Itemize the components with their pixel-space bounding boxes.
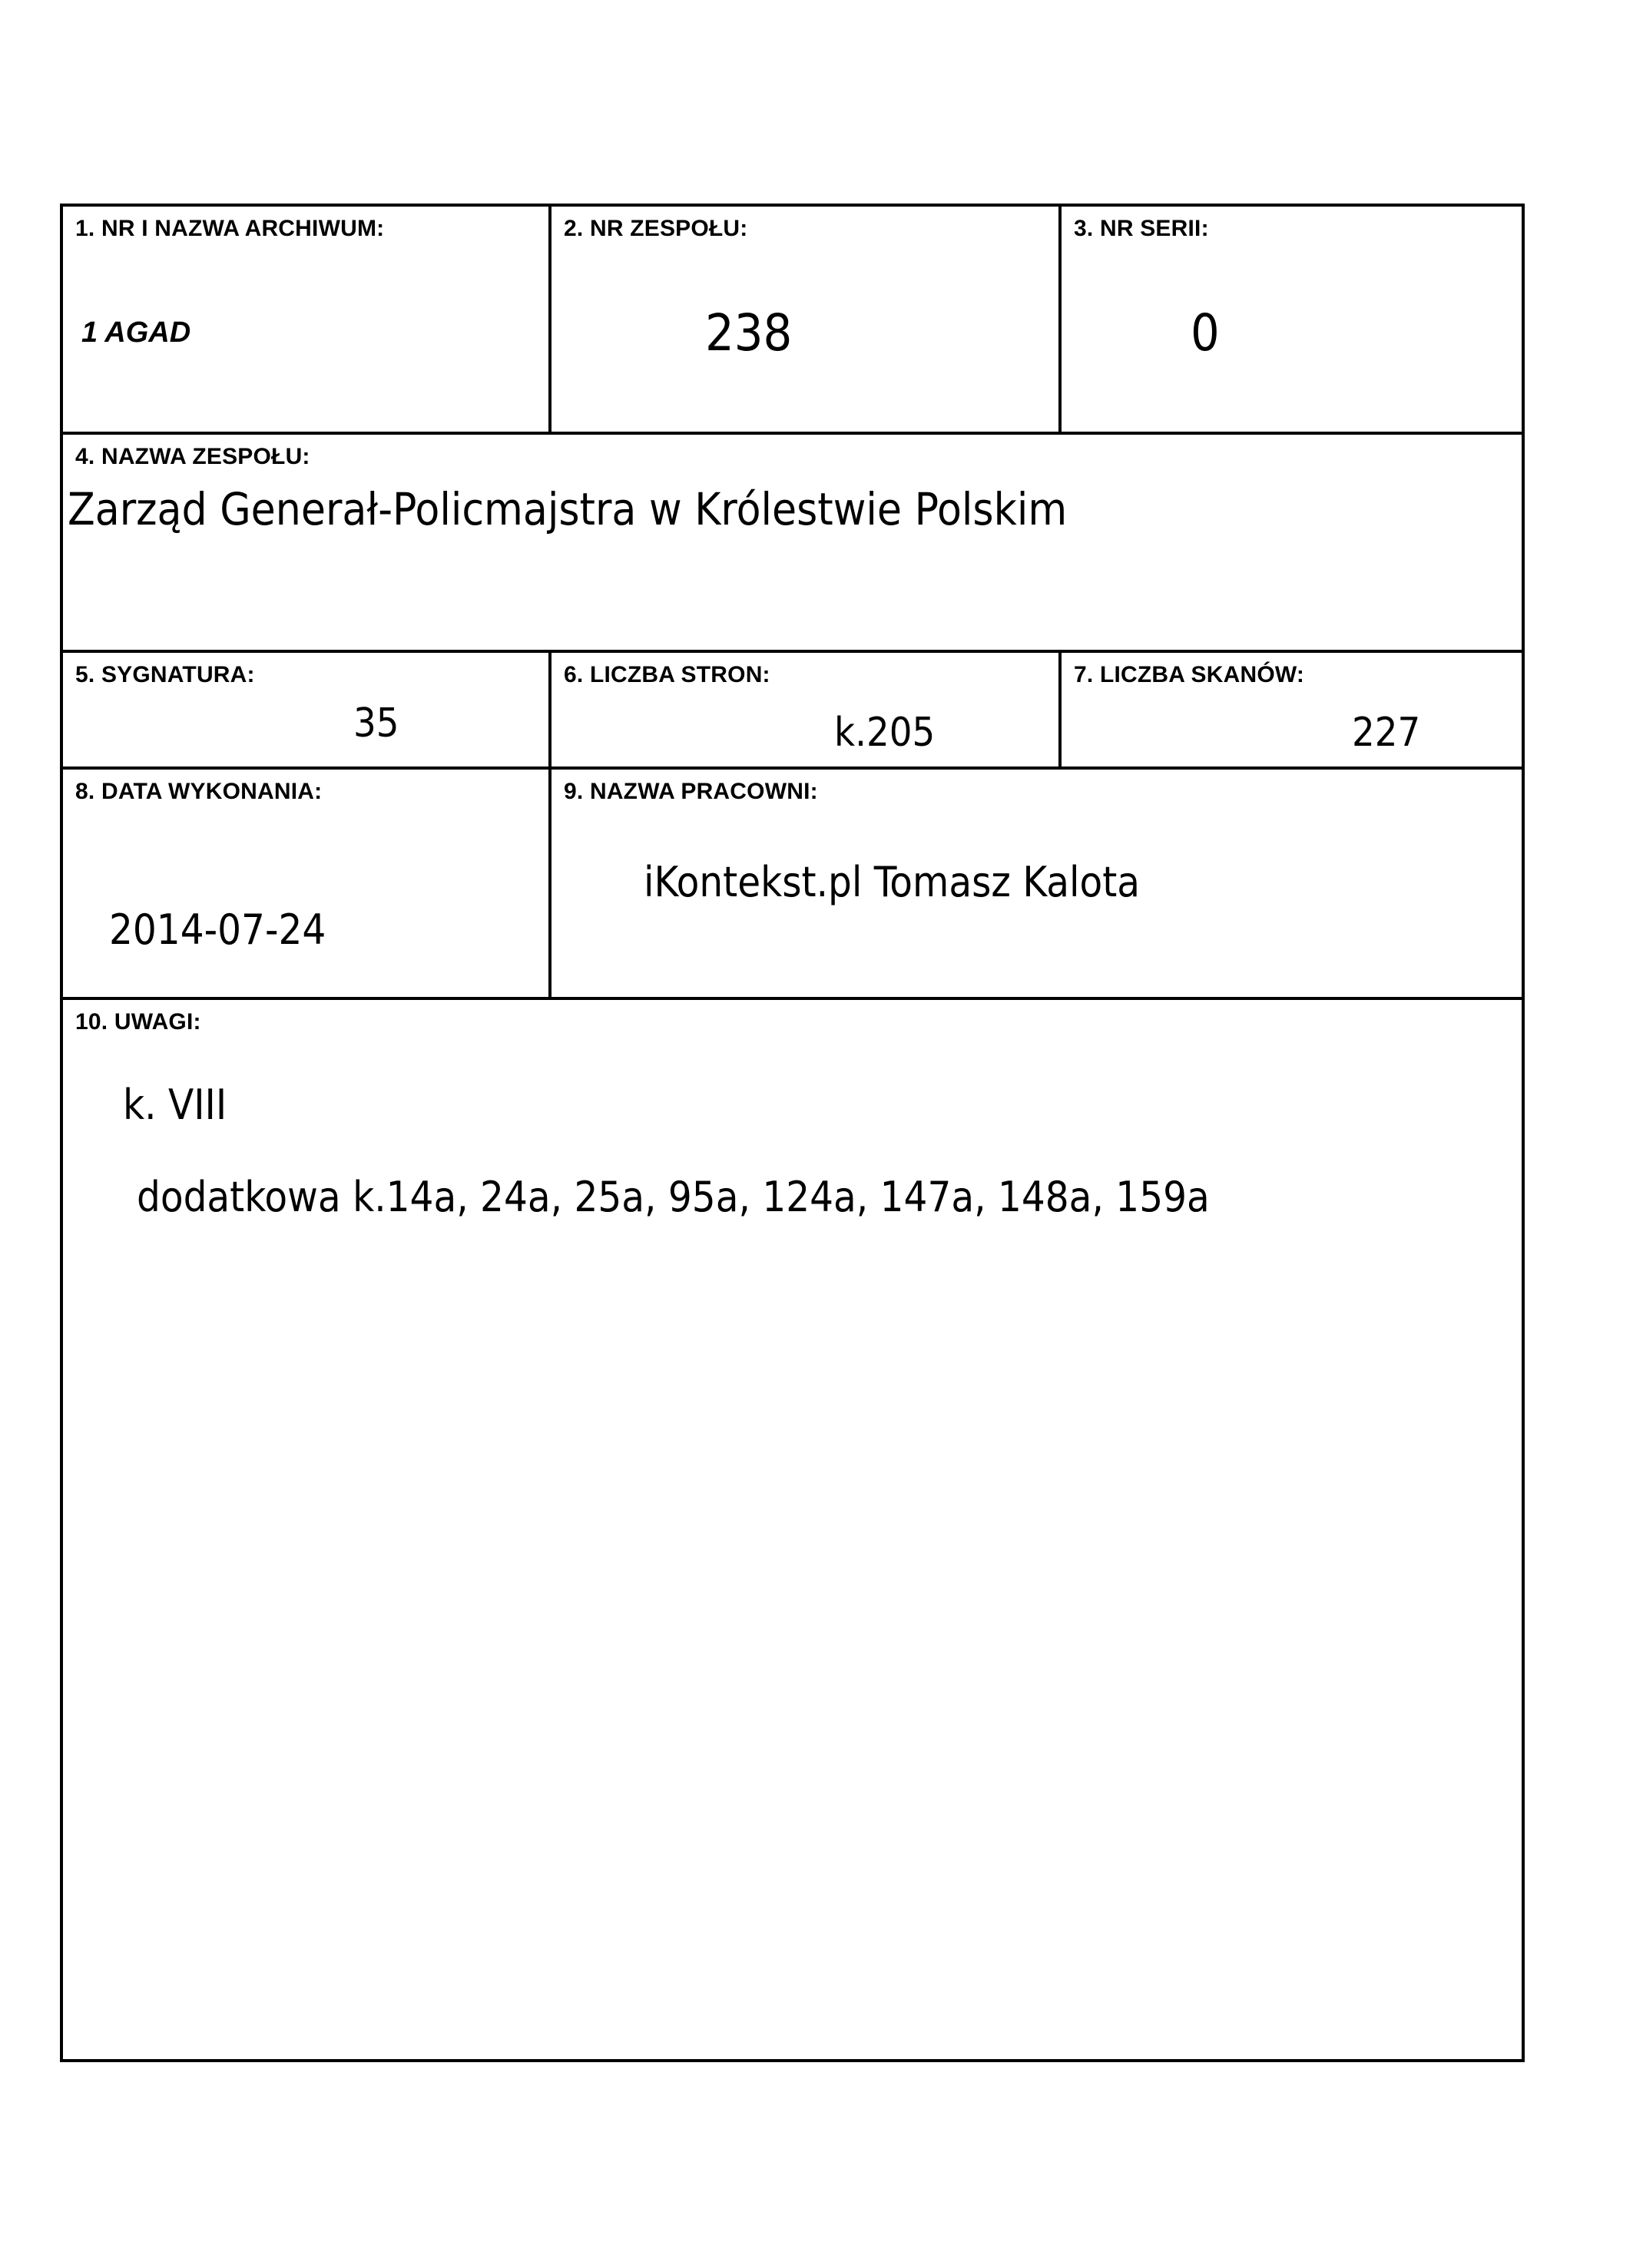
field-value-nr-zespolu: 238 (705, 303, 793, 363)
field-label-archiwum: 1. NR I NAZWA ARCHIWUM: (75, 216, 385, 241)
form-row-remarks (63, 997, 1522, 2056)
field-label-nr-serii: 3. NR SERII: (1074, 216, 1209, 241)
field-label-sygnatura: 5. SYGNATURA: (75, 662, 255, 687)
field-label-data-wykonania: 8. DATA WYKONANIA: (75, 779, 323, 804)
field-cell-sygnatura (63, 653, 548, 766)
field-label-liczba-skanow: 7. LICZBA SKANÓW: (1074, 662, 1305, 687)
field-label-nazwa-pracowni: 9. NAZWA PRACOWNI: (564, 779, 818, 804)
field-cell-nazwa-zespolu (63, 435, 1522, 650)
field-cell-nr-zespolu (548, 207, 1058, 432)
field-value-data-wykonania: 2014-07-24 (109, 906, 326, 954)
field-label-uwagi: 10. UWAGI: (75, 1009, 201, 1035)
form-row-identification (63, 207, 1522, 432)
field-cell-liczba-skanow (1058, 653, 1515, 766)
field-value-nazwa-pracowni: iKontekst.pl Tomasz Kalota (644, 858, 1141, 906)
field-label-nazwa-zespolu: 4. NAZWA ZESPOŁU: (75, 444, 310, 469)
form-row-counts (63, 650, 1522, 766)
field-cell-liczba-stron (548, 653, 1058, 766)
field-value-archiwum: 1 AGAD (81, 316, 191, 349)
field-label-nr-zespolu: 2. NR ZESPOŁU: (564, 216, 748, 241)
field-cell-nr-serii (1058, 207, 1515, 432)
field-value-nr-serii: 0 (1191, 303, 1220, 363)
field-label-liczba-stron: 6. LICZBA STRON: (564, 662, 770, 687)
form-row-fonds-name (63, 432, 1522, 650)
field-cell-data-wykonania (63, 770, 548, 997)
field-value-nazwa-zespolu: Zarząd Generał-Policmajstra w Królestwie Polskim (68, 483, 1068, 535)
field-value-uwagi-line-2: dodatkowa k.14a, 24a, 25a, 95a, 124a, 147a, 148a, 159a (137, 1173, 1210, 1221)
field-cell-nazwa-pracowni (548, 770, 1522, 997)
field-cell-uwagi (63, 1000, 1522, 2056)
field-value-liczba-stron: k.205 (834, 710, 936, 756)
archival-metadata-form (60, 204, 1525, 2062)
form-row-production (63, 766, 1522, 997)
field-value-sygnatura: 35 (353, 700, 399, 747)
field-cell-archiwum (63, 207, 548, 432)
field-value-uwagi-line-1: k. VIII (123, 1081, 227, 1129)
field-value-liczba-skanow: 227 (1352, 710, 1421, 756)
